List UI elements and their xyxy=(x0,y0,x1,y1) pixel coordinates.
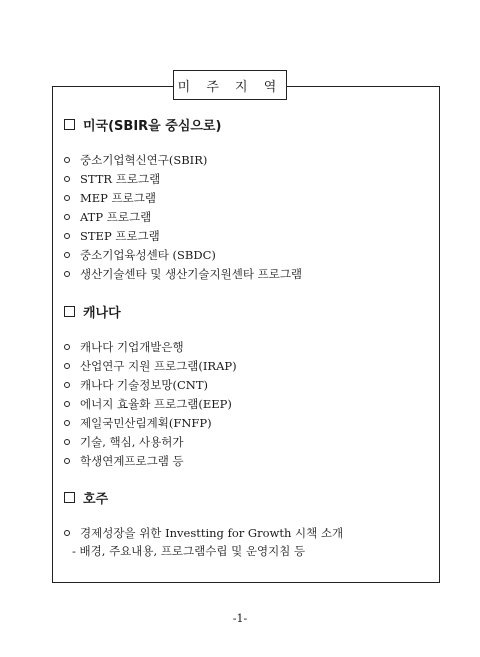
list-item: 생산기술센타 및 생산기술지원센타 프로그램 xyxy=(64,264,302,283)
list-item: 산업연구 지원 프로그램(IRAP) xyxy=(64,356,237,375)
list-item: MEP 프로그램 xyxy=(64,188,302,207)
bullet-circle-icon xyxy=(64,271,70,277)
list-item: 경제성장을 위한 Investting for Growth 시책 소개 xyxy=(64,523,343,542)
bullet-circle-icon xyxy=(64,458,70,464)
section-heading-canada xyxy=(64,302,121,321)
section-heading-label: 호주 xyxy=(83,492,109,507)
list-item: 중소기업혁신연구(SBIR) xyxy=(64,150,302,169)
bullet-circle-icon xyxy=(64,344,70,350)
list-item: 에너지 효율화 프로그램(EEP) xyxy=(64,394,237,413)
checkbox-icon xyxy=(64,306,75,317)
bullet-circle-icon xyxy=(64,214,70,220)
list-item: 학생연계프로그램 등 xyxy=(64,451,237,470)
section-heading-label: 캐나다 xyxy=(83,306,121,321)
canada-program-list xyxy=(64,337,237,470)
bullet-circle-icon xyxy=(64,233,70,239)
australia-sub-item: - 배경, 주요내용, 프로그램수립 및 운영지침 등 xyxy=(72,544,306,558)
bullet-circle-icon xyxy=(64,252,70,258)
checkbox-icon xyxy=(64,492,75,503)
checkbox-icon xyxy=(64,119,75,130)
bullet-circle-icon xyxy=(64,401,70,407)
list-item: STTR 프로그램 xyxy=(64,169,302,188)
bullet-circle-icon xyxy=(64,382,70,388)
australia-program-list xyxy=(64,523,343,542)
bullet-circle-icon xyxy=(64,530,70,536)
section-heading-label: 미국(SBIR을 중심으로) xyxy=(83,119,222,134)
bullet-circle-icon xyxy=(64,195,70,201)
usa-program-list xyxy=(64,150,302,283)
list-item: 캐나다 기술정보망(CNT) xyxy=(64,375,237,394)
list-item: ATP 프로그램 xyxy=(64,207,302,226)
section-heading-usa xyxy=(64,115,221,134)
page-title: 미 주 지 역 xyxy=(173,70,287,100)
bullet-circle-icon xyxy=(64,439,70,445)
page-number: -1- xyxy=(232,612,248,625)
bullet-circle-icon xyxy=(64,176,70,182)
list-item: STEP 프로그램 xyxy=(64,226,302,245)
bullet-circle-icon xyxy=(64,420,70,426)
list-item: 기술, 핵심, 사용허가 xyxy=(64,432,237,451)
bullet-circle-icon xyxy=(64,363,70,369)
bullet-circle-icon xyxy=(64,157,70,163)
section-heading-australia xyxy=(64,488,108,507)
list-item: 캐나다 기업개발은행 xyxy=(64,337,237,356)
list-item: 중소기업육성센타 (SBDC) xyxy=(64,245,302,264)
list-item: 제일국민산림계획(FNFP) xyxy=(64,413,237,432)
